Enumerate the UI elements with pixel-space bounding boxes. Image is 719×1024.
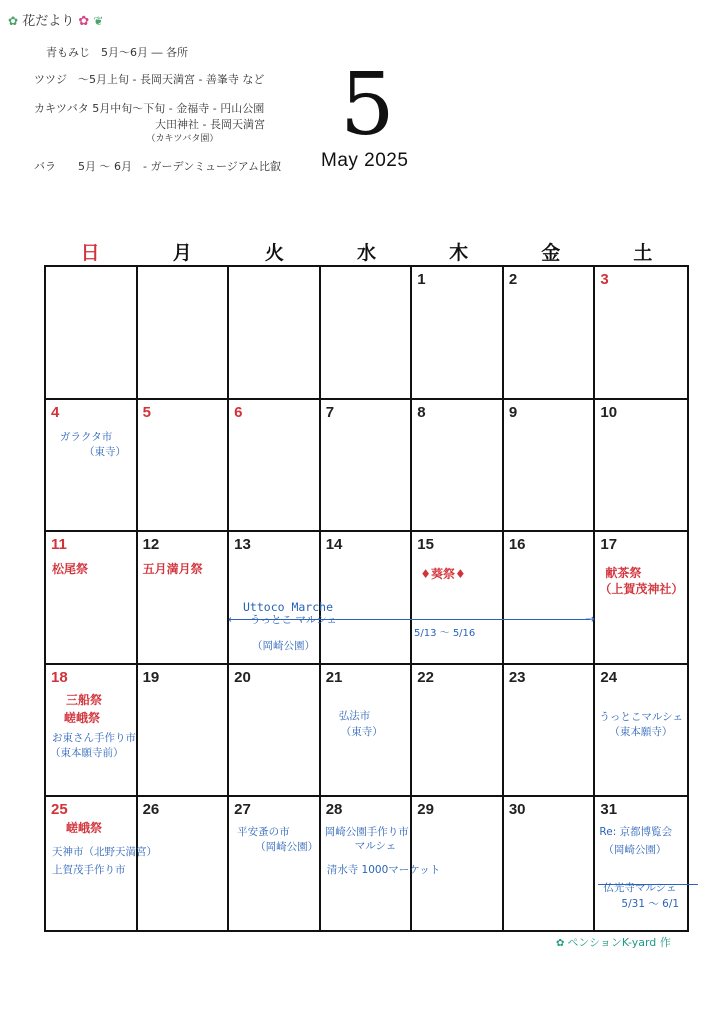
day-number: 26 (142, 801, 160, 819)
empty-day-cell (138, 267, 230, 400)
event-text: 五月満月祭 (142, 562, 203, 577)
day-number: 5 (142, 403, 151, 421)
span-event-location: （岡崎公園） (252, 640, 315, 652)
weekday-sun: 日 (80, 242, 100, 264)
day-cell-22 (412, 665, 504, 798)
note-tsutsuji: ツツジ ～5月上旬 ‐ 長岡天満宮 ‐ 善峯寺 など (34, 73, 265, 86)
day-number: 18 (51, 668, 68, 686)
event-text: お東さん手作り市 (52, 731, 136, 744)
day-cell-5 (138, 400, 230, 533)
weekday-fri: 金 (541, 242, 561, 264)
day-cell-7 (321, 400, 413, 533)
day-cell-9 (504, 400, 596, 533)
bukkoji-arrow-line (598, 884, 698, 885)
day-cell-21 (321, 665, 413, 798)
big-month-number: 5 (340, 55, 395, 155)
notes-title-text: 花だより (22, 14, 75, 29)
day-number: 9 (508, 403, 518, 421)
event-text: （東本願寺） (609, 725, 673, 738)
day-cell-27 (229, 797, 321, 930)
day-number: 29 (417, 801, 434, 819)
notes-title (8, 10, 103, 29)
day-number: 10 (600, 403, 618, 421)
note-kakitsubata: カキツバタ 5月中旬～下旬 ‐ 金福寺 ‐ 円山公園 (34, 102, 265, 115)
day-number: 27 (234, 801, 251, 819)
leaf-icon: ✿ (8, 14, 19, 28)
day-number: 12 (142, 536, 160, 554)
flower-icon: ✿ (78, 14, 90, 29)
month-year: May 2025 (321, 150, 409, 171)
note-kakitsubata-3: （カキツバタ園） (34, 134, 219, 144)
day-cell-8 (412, 400, 504, 533)
weekday-wed: 水 (356, 242, 376, 264)
day-cell-17 (595, 532, 687, 665)
calendar-grid (44, 265, 689, 932)
day-cell-31 (595, 797, 687, 930)
note-bara: バラ 5月 ～ 6月 ‐ ガーデンミュージアム比叡 (34, 160, 282, 173)
weekday-thu: 木 (449, 242, 469, 264)
span-event-dates: 5/13 ～ 5/16 (414, 628, 476, 639)
day-number: 30 (508, 801, 526, 819)
day-cell-11 (46, 532, 138, 665)
day-number: 19 (142, 668, 160, 686)
event-text: 平安蚤の市 (237, 826, 290, 839)
note-kakitsubata-2: 大田神社 ‐ 長岡天満宮 (34, 118, 265, 131)
day-number: 22 (417, 668, 434, 686)
leaf-icon: ❦ (93, 14, 104, 28)
day-number: 15 (417, 536, 434, 554)
day-number: 13 (234, 536, 251, 554)
day-cell-29 (412, 797, 504, 930)
event-text: 弘法市 (338, 709, 371, 722)
arrow-left-icon: ← (228, 613, 238, 626)
day-cell-23 (504, 665, 596, 798)
weekday-tue: 火 (264, 242, 284, 264)
day-number: 16 (508, 536, 526, 554)
day-number: 7 (325, 403, 335, 421)
day-number: 21 (325, 668, 343, 686)
day-number: 28 (325, 801, 343, 819)
day-cell-3 (595, 267, 687, 400)
event-text: マルシェ (354, 840, 397, 853)
day-number: 23 (508, 668, 526, 686)
weekday-sat: 土 (633, 242, 653, 264)
event-text: （岡崎公園） (255, 841, 319, 854)
event-text: 仏光寺マルシェ (603, 882, 677, 895)
day-cell-6 (229, 400, 321, 533)
day-number: 1 (417, 271, 426, 288)
day-number: 6 (234, 403, 243, 421)
day-number: 2 (508, 271, 518, 288)
day-cell-20 (229, 665, 321, 798)
event-text: 5/31 ～ 6/1 (621, 898, 680, 911)
day-number: 31 (600, 801, 618, 819)
event-text: 岡崎公園手作り市 (324, 826, 409, 839)
day-number: 17 (600, 536, 618, 554)
arrow-right-icon: → (585, 612, 596, 626)
day-number: 20 (234, 668, 251, 686)
day-cell-30 (504, 797, 596, 930)
empty-day-cell (229, 267, 321, 400)
day-cell-4 (46, 400, 138, 533)
weekday-header (44, 238, 689, 266)
event-text: （東本願寺前） (50, 746, 124, 759)
event-text: 松尾祭 (52, 562, 89, 577)
day-cell-19 (138, 665, 230, 798)
event-text: 清水寺 1000マーケット (326, 864, 441, 877)
day-number: 24 (600, 668, 618, 686)
credit-text: ペンションK-yard 作 (567, 936, 671, 949)
weekday-mon: 月 (172, 242, 192, 264)
event-text: 天神市（北野天満宮） (52, 846, 157, 859)
event-text: Re: 京都博覧会 (599, 826, 673, 839)
day-cell-26 (138, 797, 230, 930)
empty-day-cell (46, 267, 138, 400)
event-text: （岡崎公園） (603, 844, 667, 857)
event-text: うっとこマルシェ (599, 710, 683, 723)
day-number: 14 (325, 536, 343, 554)
event-text: （上賀茂神社） (599, 582, 684, 597)
day-number: 3 (600, 271, 609, 288)
event-text: （東寺） (340, 725, 383, 738)
event-text: 嵯峨祭 (64, 710, 101, 725)
day-cell-1 (412, 267, 504, 400)
event-text: 上賀茂手作り市 (52, 864, 126, 877)
day-cell-10 (595, 400, 687, 533)
day-cell-2 (504, 267, 596, 400)
span-event-subtitle: うっとこ マルシェ (250, 614, 337, 626)
span-event-uttoco (228, 600, 598, 660)
paw-icon: ✿ (556, 938, 565, 949)
event-text: 嵯峨祭 (66, 821, 103, 836)
credit (556, 934, 671, 950)
day-number: 11 (51, 536, 67, 554)
day-number: 8 (417, 403, 426, 421)
event-text: ♦葵祭♦ (420, 567, 466, 582)
note-aomomiji: 青もみじ 5月～6月 ― 各所 (46, 46, 188, 59)
day-number: 4 (51, 403, 60, 421)
event-text: ガラクタ市 (60, 430, 113, 443)
day-number: 25 (51, 801, 68, 819)
event-text: 三船祭 (66, 692, 103, 707)
day-cell-24 (595, 665, 687, 798)
span-event-title: Uttoco Marche (243, 600, 334, 614)
event-text: （東寺） (84, 445, 126, 458)
event-text: 献茶祭 (605, 566, 642, 581)
day-cell-12 (138, 532, 230, 665)
empty-day-cell (321, 267, 413, 400)
day-cell-18 (46, 665, 138, 798)
